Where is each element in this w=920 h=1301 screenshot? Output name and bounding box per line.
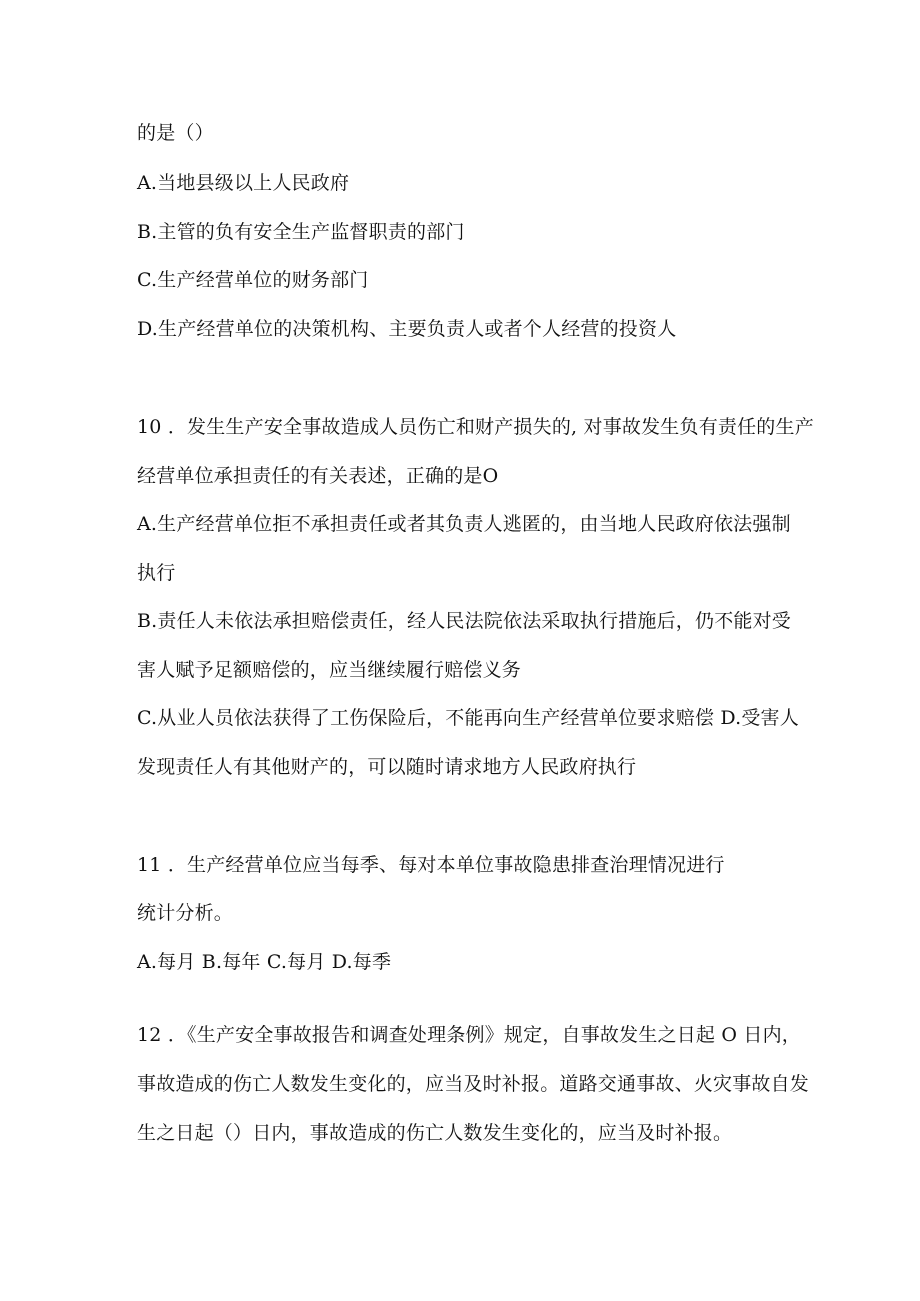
q11-line-2: 统计分析。 xyxy=(137,902,234,924)
q11-options: A.每月 B.每年 C.每月 D.每季 xyxy=(137,951,392,973)
q10-line-2: 经营单位承担责任的有关表述，正确的是O xyxy=(137,465,499,487)
q10-option-b-cont: 害人赋予足额赔偿的，应当继续履行赔偿义务 xyxy=(137,659,522,681)
q10-line-1: 10 ．发生生产安全事故造成人员伤亡和财产损失的, 对事故发生负有责任的生产 xyxy=(137,416,814,438)
q9-option-d: D.生产经营单位的决策机构、主要负责人或者个人经营的投资人 xyxy=(137,318,677,340)
q10-option-a: A.生产经营单位拒不承担责任或者其负责人逃匿的，由当地人民政府依法强制 xyxy=(137,513,791,535)
q11-line-1: 11 ．生产经营单位应当每季、每对本单位事故隐患排查治理情况进行 xyxy=(137,854,725,876)
q10-option-b: B.责任人未依法承担赔偿责任，经人民法院依法采取执行措施后，仍不能对受 xyxy=(137,610,792,632)
q9-option-a: A.当地县级以上人民政府 xyxy=(137,172,350,194)
q12-line-1: 12 ．《生产安全事故报告和调查处理条例》规定，自事故发生之日起 O 日内， xyxy=(137,1024,801,1046)
q10-option-d-cont: 发现责任人有其他财产的，可以随时请求地方人民政府执行 xyxy=(137,756,637,778)
q10-option-a-cont: 执行 xyxy=(137,562,176,584)
q9-stem-tail: 的是（） xyxy=(137,122,214,144)
q12-line-3: 生之日起（）日内，事故造成的伤亡人数发生变化的，应当及时补报。 xyxy=(137,1122,733,1144)
q9-option-c: C.生产经营单位的财务部门 xyxy=(137,269,369,291)
q9-option-b: B.主管的负有安全生产监督职责的部门 xyxy=(137,221,465,243)
q12-line-2: 事故造成的伤亡人数发生变化的，应当及时补报。道路交通事故、火灾事故自发 xyxy=(137,1073,810,1095)
q10-option-c-d: C.从业人员依法获得了工伤保险后，不能再向生产经营单位要求赔偿 D.受害人 xyxy=(137,707,799,729)
